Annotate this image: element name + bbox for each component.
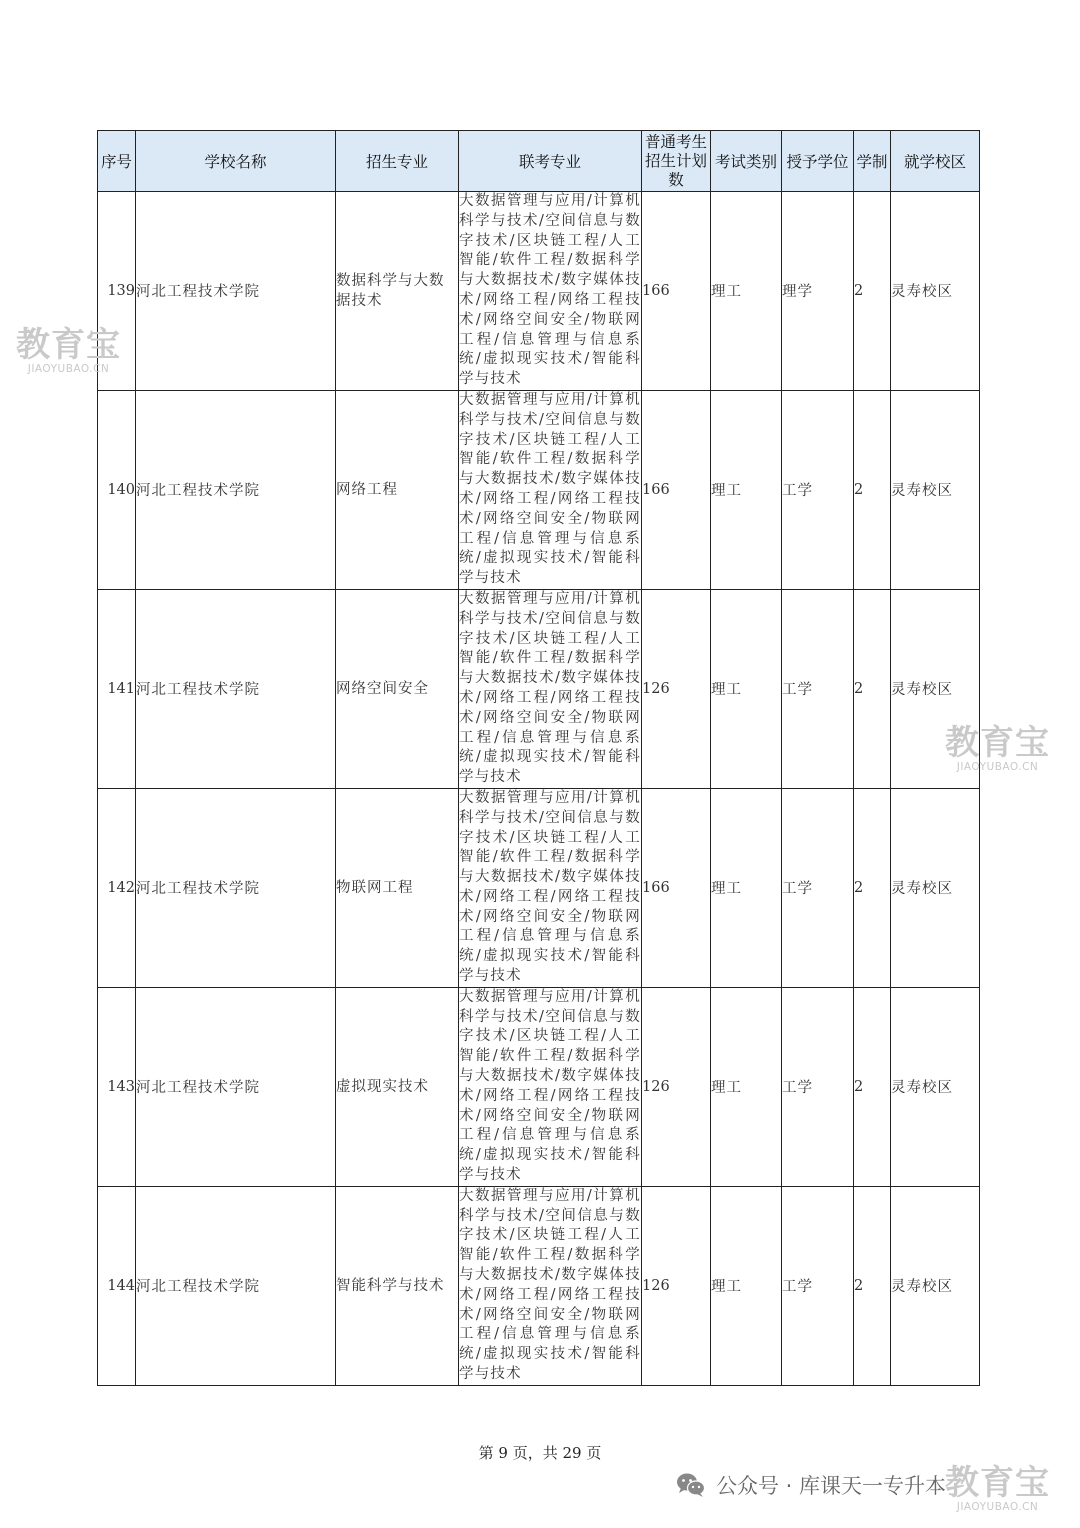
cell-seq: 140 (98, 390, 136, 589)
cell-campus: 灵寿校区 (891, 390, 980, 589)
cell-exam-major: 大数据管理与应用/计算机科学与技术/空间信息与数字技术/区块链工程/人工智能/软件工程/数据科学与大数据技术/数字媒体技术/网络工程/网络工程技术/网络空间安全/物联网工程/信息管理与信息系统/虚拟现实技术/智能科学与技术 (459, 1186, 642, 1385)
cell-years: 2 (854, 589, 891, 788)
cell-category: 理工 (711, 390, 782, 589)
wechat-icon (676, 1472, 706, 1498)
enrollment-table (97, 130, 980, 1386)
cell-seq: 143 (98, 987, 136, 1186)
cell-campus: 灵寿校区 (891, 589, 980, 788)
cell-campus: 灵寿校区 (891, 1186, 980, 1385)
cell-years: 2 (854, 192, 891, 391)
cell-years: 2 (854, 1186, 891, 1385)
cell-degree: 工学 (782, 589, 854, 788)
header-category: 考试类别 (711, 131, 782, 192)
cell-seq: 141 (98, 589, 136, 788)
cell-school: 河北工程技术学院 (136, 589, 336, 788)
account-name: 公众号 · 库课天一专升本 (716, 1474, 947, 1498)
header-years: 学制 (854, 131, 891, 192)
cell-plan: 126 (642, 987, 711, 1186)
header-school: 学校名称 (136, 131, 336, 192)
cell-degree: 工学 (782, 987, 854, 1186)
watermark-brand: 教育宝 (945, 1463, 1050, 1503)
cell-school: 河北工程技术学院 (136, 192, 336, 391)
watermark-domain: JIAOYUBAO.CN (956, 1501, 1039, 1513)
cell-plan: 166 (642, 192, 711, 391)
watermark-brand: 教育宝 (16, 325, 121, 365)
cell-exam-major: 大数据管理与应用/计算机科学与技术/空间信息与数字技术/区块链工程/人工智能/软件工程/数据科学与大数据技术/数字媒体技术/网络工程/网络工程技术/网络空间安全/物联网工程/信息管理与信息系统/虚拟现实技术/智能科学与技术 (459, 987, 642, 1186)
page-indicator: 第 9 页，共 29 页 (478, 1444, 602, 1462)
cell-school: 河北工程技术学院 (136, 1186, 336, 1385)
cell-school: 河北工程技术学院 (136, 987, 336, 1186)
cell-major: 虚拟现实技术 (336, 987, 459, 1186)
cell-exam-major: 大数据管理与应用/计算机科学与技术/空间信息与数字技术/区块链工程/人工智能/软件工程/数据科学与大数据技术/数字媒体技术/网络工程/网络工程技术/网络空间安全/物联网工程/信息管理与信息系统/虚拟现实技术/智能科学与技术 (459, 589, 642, 788)
cell-years: 2 (854, 788, 891, 987)
cell-school: 河北工程技术学院 (136, 788, 336, 987)
cell-campus: 灵寿校区 (891, 788, 980, 987)
cell-major: 物联网工程 (336, 788, 459, 987)
cell-major: 数据科学与大数据技术 (336, 192, 459, 391)
watermark-logo (16, 325, 121, 375)
header-row (98, 131, 980, 192)
watermark-domain: JIAOYUBAO.CN (956, 761, 1039, 773)
cell-plan: 126 (642, 589, 711, 788)
cell-school: 河北工程技术学院 (136, 390, 336, 589)
cell-campus: 灵寿校区 (891, 192, 980, 391)
cell-years: 2 (854, 987, 891, 1186)
cell-years: 2 (854, 390, 891, 589)
header-major: 招生专业 (336, 131, 459, 192)
cell-degree: 理学 (782, 192, 854, 391)
watermark-logo (945, 723, 1050, 773)
cell-degree: 工学 (782, 788, 854, 987)
cell-exam-major: 大数据管理与应用/计算机科学与技术/空间信息与数字技术/区块链工程/人工智能/软件工程/数据科学与大数据技术/数字媒体技术/网络工程/网络工程技术/网络空间安全/物联网工程/信息管理与信息系统/虚拟现实技术/智能科学与技术 (459, 390, 642, 589)
official-account-tag[interactable] (676, 1470, 946, 1500)
cell-major: 网络工程 (336, 390, 459, 589)
cell-category: 理工 (711, 589, 782, 788)
header-degree: 授予学位 (782, 131, 854, 192)
cell-seq: 144 (98, 1186, 136, 1385)
watermark-brand: 教育宝 (945, 723, 1050, 763)
watermark-logo (945, 1463, 1050, 1513)
cell-degree: 工学 (782, 1186, 854, 1385)
cell-campus: 灵寿校区 (891, 987, 980, 1186)
header-campus: 就学校区 (891, 131, 980, 192)
header-plan: 普通考生招生计划数 (642, 131, 711, 192)
cell-exam-major: 大数据管理与应用/计算机科学与技术/空间信息与数字技术/区块链工程/人工智能/软件工程/数据科学与大数据技术/数字媒体技术/网络工程/网络工程技术/网络空间安全/物联网工程/信息管理与信息系统/虚拟现实技术/智能科学与技术 (459, 192, 642, 391)
table-row (98, 788, 980, 987)
cell-seq: 139 (98, 192, 136, 391)
cell-degree: 工学 (782, 390, 854, 589)
cell-seq: 142 (98, 788, 136, 987)
cell-category: 理工 (711, 192, 782, 391)
header-seq: 序号 (98, 131, 136, 192)
cell-category: 理工 (711, 788, 782, 987)
cell-plan: 166 (642, 390, 711, 589)
cell-exam-major: 大数据管理与应用/计算机科学与技术/空间信息与数字技术/区块链工程/人工智能/软件工程/数据科学与大数据技术/数字媒体技术/网络工程/网络工程技术/网络空间安全/物联网工程/信息管理与信息系统/虚拟现实技术/智能科学与技术 (459, 788, 642, 987)
table-row (98, 390, 980, 589)
header-exam-major: 联考专业 (459, 131, 642, 192)
cell-plan: 126 (642, 1186, 711, 1385)
cell-category: 理工 (711, 987, 782, 1186)
table-row (98, 589, 980, 788)
table-row (98, 1186, 980, 1385)
table-row (98, 192, 980, 391)
cell-category: 理工 (711, 1186, 782, 1385)
table-row (98, 987, 980, 1186)
watermark-domain: JIAOYUBAO.CN (27, 363, 110, 375)
cell-plan: 166 (642, 788, 711, 987)
cell-major: 智能科学与技术 (336, 1186, 459, 1385)
cell-major: 网络空间安全 (336, 589, 459, 788)
